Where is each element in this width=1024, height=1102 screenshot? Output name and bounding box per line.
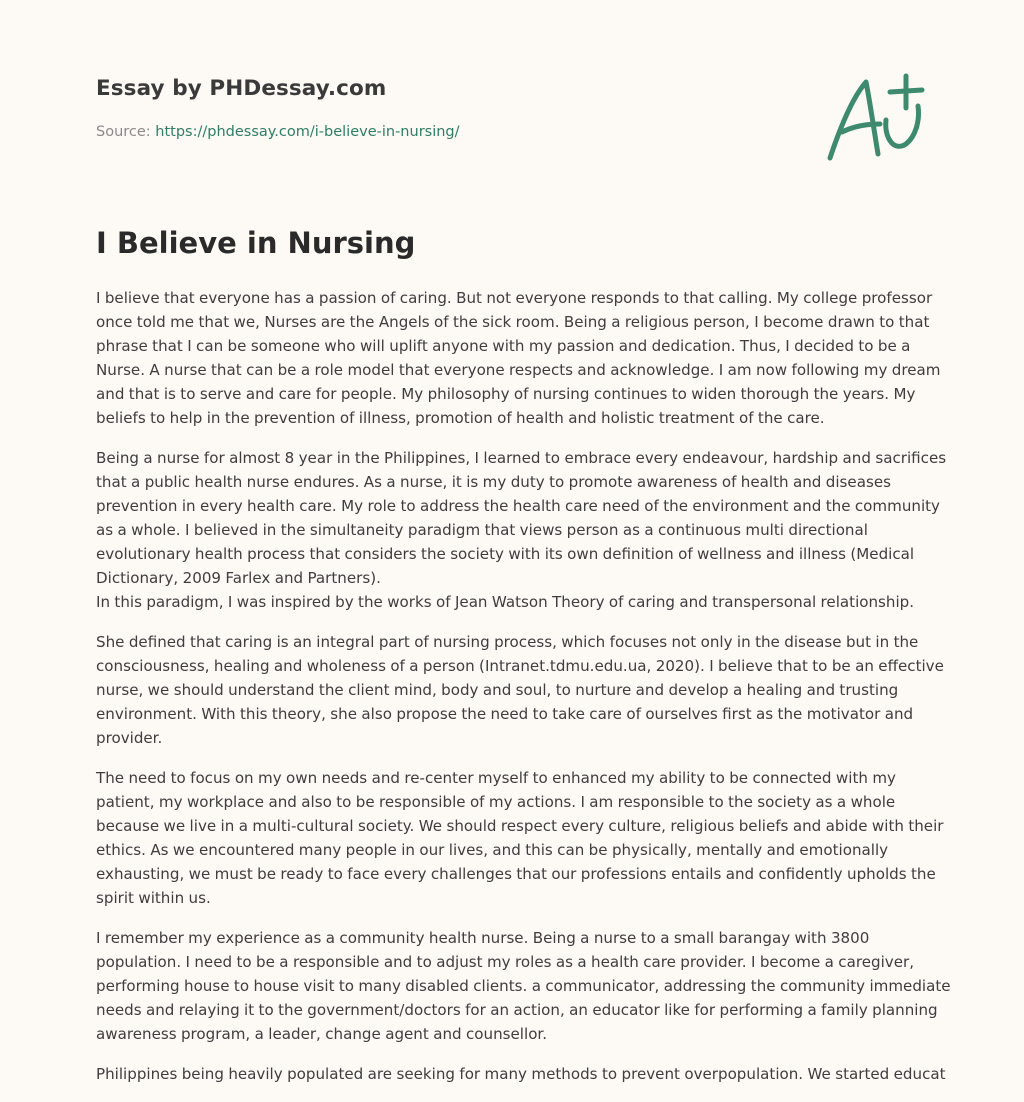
essay-line: beliefs to help in the prevention of illness, promotion of health and holistic treatment of the care.: [96, 409, 825, 427]
essay-line: She defined that caring is an integral part of nursing process, which focuses not only in the disease but in the: [96, 633, 919, 651]
essay-line: The need to focus on my own needs and re-center myself to enhanced my ability to be connected with my: [96, 769, 896, 787]
essay-line: Philippines being heavily populated are seeking for many methods to prevent overpopulation. We started educat: [96, 1065, 946, 1083]
essay-line: I remember my experience as a community health nurse. Being a nurse to a small barangay with 3800: [96, 929, 870, 947]
essay-line: patient, my workplace and also to be responsible of my actions. I am responsible to the society as a whole: [96, 793, 896, 811]
essay-line: Dictionary, 2009 Farlex and Partners).: [96, 569, 381, 587]
essay-line: because we live in a multi-cultural society. We should respect every culture, religious beliefs and abide with their: [96, 817, 944, 835]
essay-line: performing house to house visit to many disabled clients. a communicator, addressing the community immediate: [96, 977, 951, 995]
essay-line: once told me that we, Nurses are the Angels of the sick room. Being a religious person, I become drawn to that: [96, 313, 930, 331]
essay-line: that a public health nurse endures. As a nurse, it is my duty to promote awareness of health and diseases: [96, 473, 891, 491]
essay-paragraph: [96, 766, 944, 910]
essay-line: population. I need to be a responsible and to adjust my roles as a health care provider. I become a caregiver,: [96, 953, 914, 971]
essay-line: I believe that everyone has a passion of caring. But not everyone responds to that calling. My college professor: [96, 289, 933, 307]
essay-paragraph: [96, 446, 947, 614]
essay-paragraph: [96, 926, 951, 1046]
essay-line: prevention in every health care. My role to address the health care need of the environment and the community: [96, 497, 940, 515]
essay-line: ethics. As we encountered many people in our lives, and this can be physically, mentally and emotionally: [96, 841, 889, 859]
essay-line: consciousness, healing and wholeness of a person (Intranet.tdmu.edu.ua, 2020). I believe that to be an effective: [96, 657, 944, 675]
essay-body: [96, 286, 951, 1102]
essay-line: Nurse. A nurse that can be a role model that everyone respects and acknowledge. I am now following my dream: [96, 361, 941, 379]
source-label: Source:: [96, 124, 156, 140]
essay-line: exhausting, we must be ready to face every challenges that our professions entails and confidently upholds the: [96, 865, 936, 883]
essay-line: awareness program, a leader, change agent and counsellor.: [96, 1025, 548, 1043]
essay-line: and that is to serve and care for people. My philosophy of nursing continues to widen thorough the years. My: [96, 385, 916, 403]
essay-line: nurse, we should understand the client mind, body and soul, to nurture and develop a healing and trusting: [96, 681, 899, 699]
site-brand: Essay by PHDessay.com: [96, 76, 387, 101]
source-line: [96, 124, 460, 140]
essay-title: I Believe in Nursing: [96, 226, 416, 260]
a-plus-logo-icon: [820, 68, 932, 168]
essay-line: as a whole. I believed in the simultaneity paradigm that views person as a continuous multi directional: [96, 521, 868, 539]
essay-paragraph: [96, 630, 944, 750]
essay-line: spirit within us.: [96, 889, 211, 907]
source-link[interactable]: https://phdessay.com/i-believe-in-nursing/: [155, 124, 460, 140]
essay-line: phrase that I can be someone who will uplift anyone with my passion and dedication. Thus, I decided to be a: [96, 337, 911, 355]
essay-line: In this paradigm, I was inspired by the works of Jean Watson Theory of caring and transpersonal relationship.: [96, 593, 915, 611]
essay-line: Being a nurse for almost 8 year in the Philippines, I learned to embrace every endeavour, hardship and sacrifices: [96, 449, 947, 467]
essay-line: provider.: [96, 729, 163, 747]
essay-paragraph: [96, 286, 941, 430]
essay-line: evolutionary health process that considers the society with its own definition of wellness and illness (Medical: [96, 545, 915, 563]
essay-line: environment. With this theory, she also propose the need to take care of ourselves first as the motivator and: [96, 705, 914, 723]
essay-paragraph: [96, 1062, 946, 1086]
essay-line: needs and relaying it to the government/doctors for an action, an educator like for performing a family planning: [96, 1001, 938, 1019]
